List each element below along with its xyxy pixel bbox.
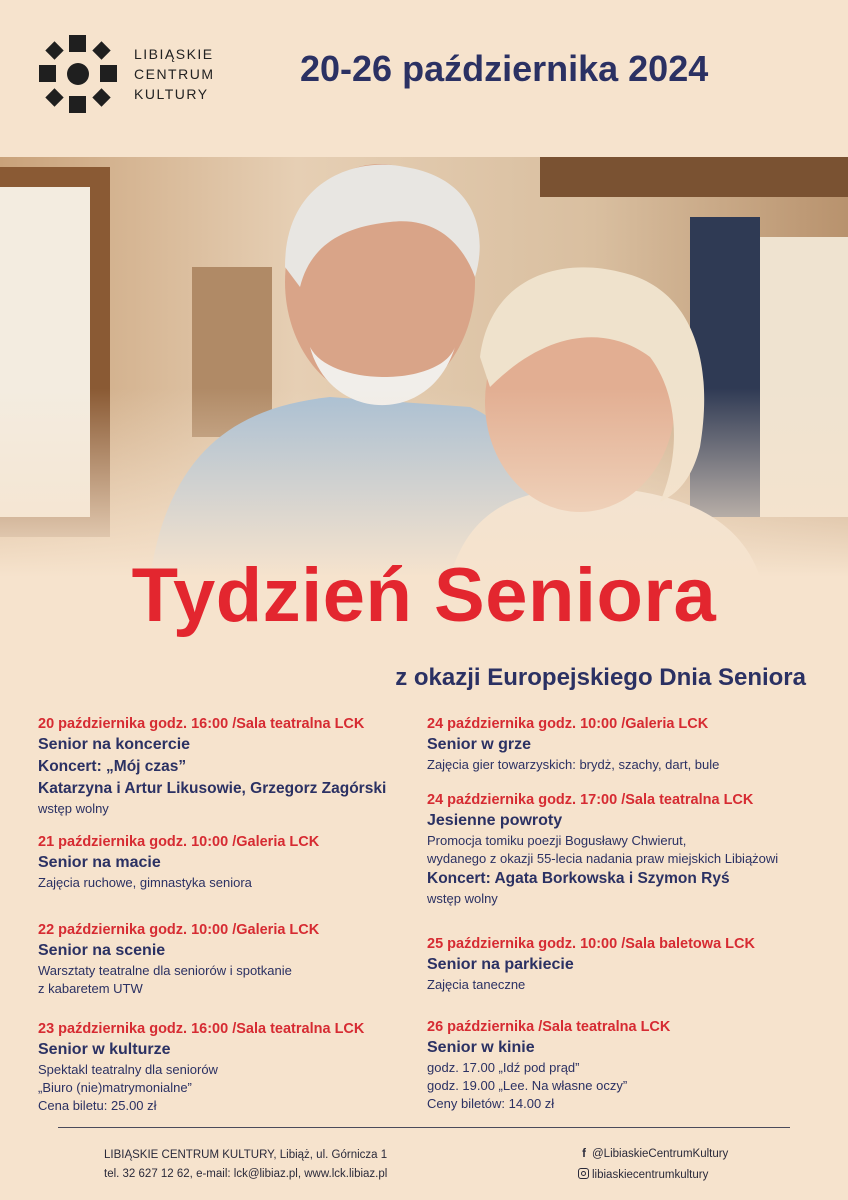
lck-logo-icon: [38, 34, 118, 114]
event-line: Zajęcia taneczne: [427, 977, 526, 992]
event-23: [38, 1019, 428, 1115]
instagram-link[interactable]: [578, 1165, 728, 1186]
event-title: Jesienne powroty: [427, 812, 563, 829]
date-range: 20-26 października 2024: [300, 48, 709, 89]
event-title: Senior na koncercie: [38, 736, 191, 753]
event-date: 25 października godz. 10:00 /Sala baletowa LCK: [427, 936, 755, 952]
page-title: Tydzień Seniora: [131, 553, 717, 638]
event-line: Cena biletu: 25.00 zł: [38, 1098, 157, 1113]
event-line: wstęp wolny: [427, 891, 498, 906]
event-line: Zajęcia gier towarzyskich: brydż, szachy, dart, bule: [427, 757, 720, 772]
logo-line: CENTRUM: [134, 66, 215, 82]
logo-text: [134, 44, 215, 104]
facebook-handle: @LibiaskieCentrumKultury: [592, 1148, 729, 1160]
event-title: Senior na scenie: [38, 942, 166, 959]
footer-contact: [104, 1146, 387, 1184]
event-line: Zajęcia ruchowe, gimnastyka seniora: [38, 875, 252, 890]
footer-phone-email: tel. 32 627 12 62, e-mail: lck@libiaz.pl, www.lck.libiaz.pl: [104, 1168, 388, 1180]
event-date: 20 października godz. 16:00 /Sala teatralna LCK: [38, 716, 365, 732]
event-title: Senior w kulturze: [38, 1041, 171, 1058]
event-date: 21 października godz. 10:00 /Galeria LCK: [38, 834, 320, 850]
footer-address: LIBIĄSKIE CENTRUM KULTURY, Libiąż, ul. Górnicza 1: [104, 1149, 388, 1161]
event-26: [427, 1017, 817, 1113]
event-title: Senior na macie: [38, 854, 161, 871]
event-performers: Katarzyna i Artur Likusowie, Grzegorz Zagórski: [38, 780, 387, 797]
instagram-icon: [578, 1168, 589, 1179]
facebook-icon: f: [582, 1148, 586, 1160]
event-date: 24 października godz. 10:00 /Galeria LCK: [427, 716, 709, 732]
event-line: wydanego z okazji 55-lecia nadania praw miejskich Libiążowi: [427, 851, 779, 866]
event-concert: Koncert: „Mój czas”: [38, 758, 187, 775]
page-subtitle: z okazji Europejskiego Dnia Seniora: [395, 664, 806, 691]
footer-divider: [58, 1127, 790, 1128]
hero-photo: [0, 157, 848, 577]
event-title: Senior w grze: [427, 736, 532, 753]
logo-line: LIBIĄSKIE: [134, 46, 214, 62]
event-line: Promocja tomiku poezji Bogusławy Chwierut,: [427, 833, 687, 848]
event-line: wstęp wolny: [38, 801, 109, 816]
facebook-link[interactable]: [578, 1144, 728, 1165]
event-20: [38, 714, 428, 818]
event-title: Senior w kinie: [427, 1039, 535, 1056]
event-line: „Biuro (nie)matrymonialne”: [38, 1080, 192, 1095]
event-line: godz. 17.00 „Idź pod prąd”: [427, 1060, 580, 1075]
event-25: [427, 934, 817, 994]
event-date: 23 października godz. 16:00 /Sala teatralna LCK: [38, 1021, 365, 1037]
event-line: Warsztaty teatralne dla seniorów i spotkanie: [38, 963, 292, 978]
event-line: z kabaretem UTW: [38, 981, 143, 996]
logo-line: KULTURY: [134, 86, 209, 102]
event-line: godz. 19.00 „Lee. Na własne oczy”: [427, 1078, 628, 1093]
instagram-handle: libiaskiecentrumkultury: [592, 1169, 709, 1181]
event-date: 22 października godz. 10:00 /Galeria LCK: [38, 922, 320, 938]
event-21: [38, 832, 428, 892]
event-22: [38, 920, 428, 998]
event-concert: Koncert: Agata Borkowska i Szymon Ryś: [427, 870, 730, 887]
event-24a: [427, 714, 817, 774]
event-line: Ceny biletów: 14.00 zł: [427, 1096, 555, 1111]
event-title: Senior na parkiecie: [427, 956, 574, 973]
event-date: 26 października /Sala teatralna LCK: [427, 1019, 671, 1035]
footer-social: [578, 1144, 728, 1186]
event-line: Spektakl teatralny dla seniorów: [38, 1062, 218, 1077]
event-24b: [427, 790, 817, 908]
event-date: 24 października godz. 17:00 /Sala teatralna LCK: [427, 792, 754, 808]
